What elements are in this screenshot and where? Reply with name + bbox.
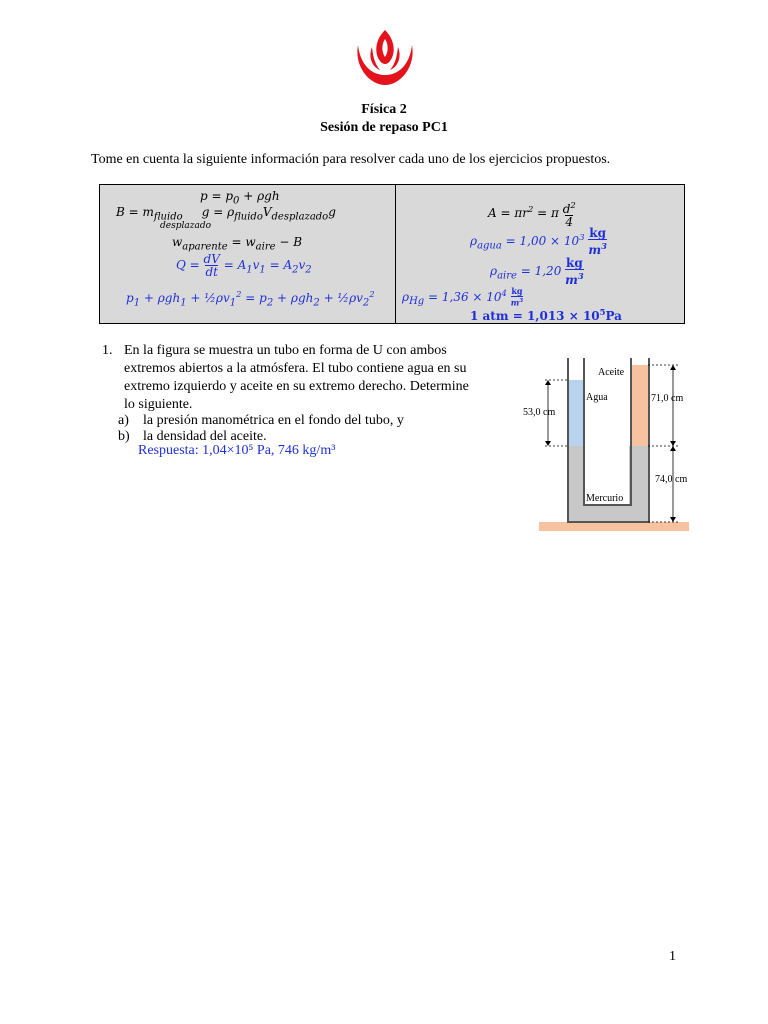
item-a-text: la presión manométrica en el fondo del tubo, y bbox=[143, 413, 404, 428]
session-title: Sesión de repaso PC1 bbox=[320, 120, 448, 135]
page-number: 1 bbox=[669, 949, 676, 964]
formula-rho-air: $\rho_{aire} = 1,20$ kg $m^3$ bbox=[490, 256, 584, 287]
problem-1-line-2: extremos abiertos a la atmósfera. El tubo contiene agua en su bbox=[124, 361, 467, 376]
intro-text: Tome en cuenta la siguiente información para resolver cada uno de los ejercicios propuestos. bbox=[91, 152, 611, 167]
formula-box bbox=[99, 184, 685, 324]
formula-atm: 1 atm = $1,013 \times 10^5Pa$ bbox=[470, 307, 622, 323]
formula-pressure: $p = p_0 + \rho gh$ bbox=[200, 189, 280, 207]
course-title: Física 2 bbox=[361, 102, 407, 117]
item-a-label: a) bbox=[118, 413, 129, 428]
item-b-label: b) bbox=[118, 429, 130, 444]
formula-bernoulli: $p_1 + \rho gh_1$ + $\frac{1}{2}\rho v_1^2 = p_2 + \rho gh_2$ + $\frac{1}{2}\rho v_2^2$ bbox=[126, 289, 375, 309]
formula-buoyancy: $B = m_{fluido}$ $g = \rho_{fluido}V_{desplazado}g$ bbox=[116, 205, 336, 223]
ground bbox=[539, 522, 689, 531]
item-b-text: la densidad del aceite. bbox=[143, 429, 267, 444]
label-mercury: Mercurio bbox=[586, 493, 624, 504]
u-tube-figure bbox=[515, 340, 695, 532]
problem-1-line-3: extremo izquierdo y aceite en su extremo derecho. Determine bbox=[124, 379, 469, 394]
problem-1-line-1: En la figura se muestra un tubo en forma de U con ambos bbox=[124, 343, 447, 358]
label-oil: Aceite bbox=[598, 367, 625, 378]
formula-buoyancy-sub: desplazado bbox=[160, 221, 211, 231]
label-h-oil: 71,0 cm bbox=[651, 393, 684, 404]
formula-area: $A = \pi r^2 = \pi$ $d^2$ 4 bbox=[488, 200, 576, 229]
problem-1-number: 1. bbox=[102, 343, 113, 358]
oil-column bbox=[631, 365, 648, 446]
label-h-mercury: 74,0 cm bbox=[655, 474, 688, 485]
formula-flow: Q = dV dt = $A_1v_1 = A_2v_2$ bbox=[176, 252, 312, 279]
label-h-water: 53,0 cm bbox=[523, 407, 556, 418]
formula-divider bbox=[395, 185, 396, 323]
formula-rho-water: $\rho_{agua} = 1,00 \times 10^3$ kg $m^3$ bbox=[470, 226, 607, 257]
formula-rho-mercury: $\rho_{Hg} = 1,36 \times 10^4$ kg $m^3$ bbox=[402, 286, 524, 308]
formula-apparent-weight: $w_{aparente} = w_{aire} - B$ bbox=[172, 235, 303, 253]
problem-1-line-4: lo siguiente. bbox=[124, 397, 193, 412]
water-column bbox=[569, 380, 583, 446]
answer-text: Respuesta: 1,04×10⁵ Pa, 746 kg/m³ bbox=[138, 443, 336, 458]
mercury-fill bbox=[569, 446, 648, 522]
label-water: Agua bbox=[586, 392, 608, 403]
upc-logo bbox=[350, 25, 420, 90]
